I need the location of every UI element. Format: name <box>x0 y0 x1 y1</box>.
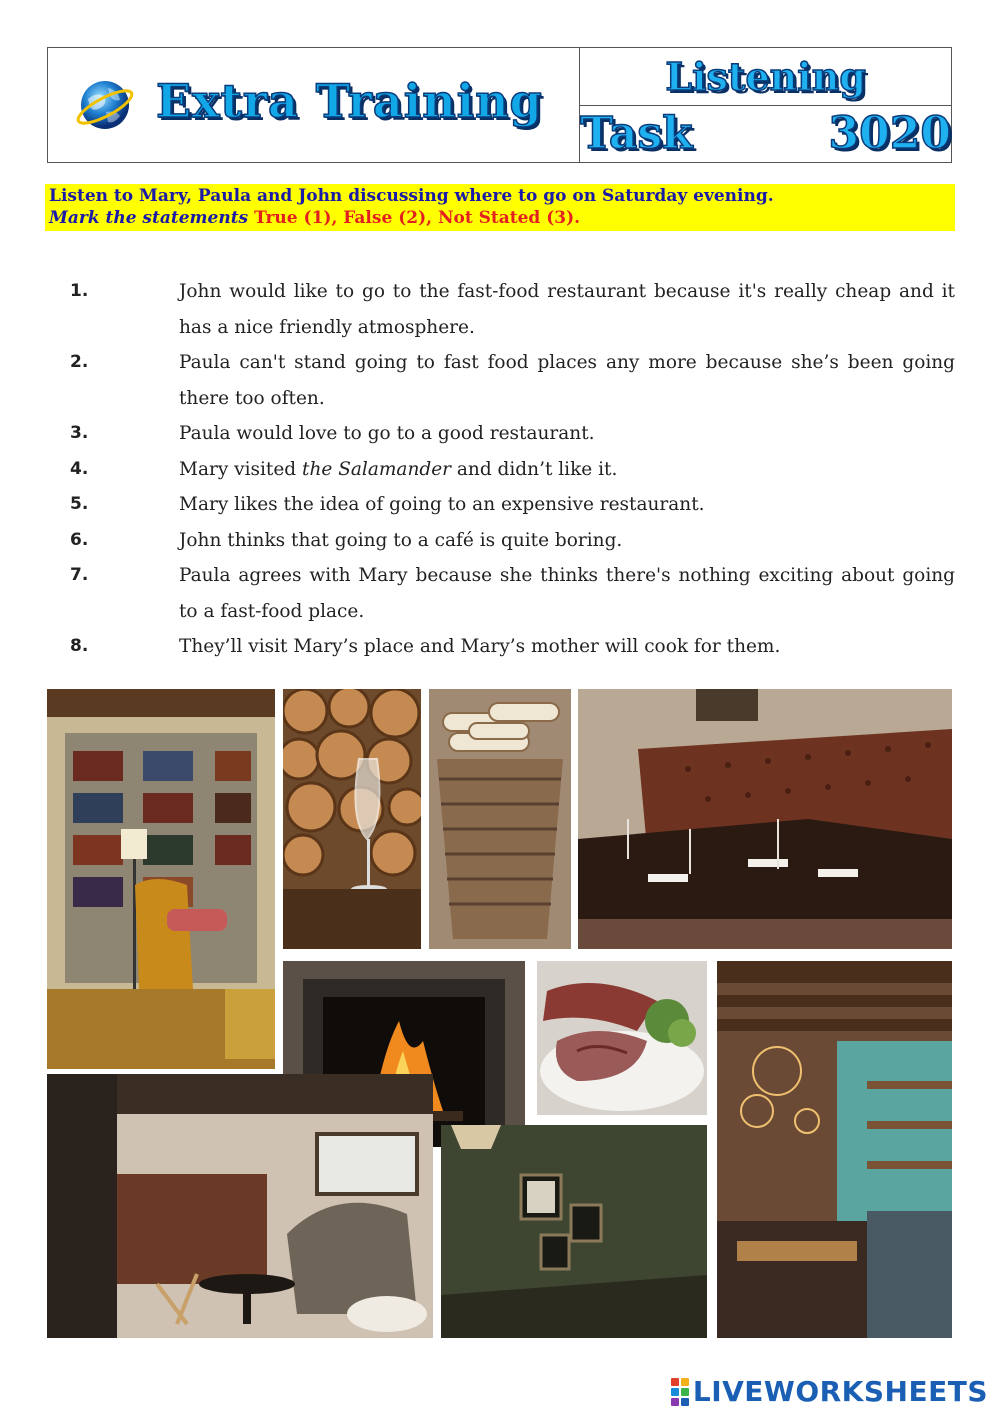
header-logo-cell <box>48 48 580 162</box>
statement-item <box>70 345 955 416</box>
answer-key-legend: True (1), False (2), Not Stated (3). <box>254 208 581 228</box>
cafe-interior-photo <box>717 961 952 1338</box>
leather-booth-photo <box>578 689 952 949</box>
statement-number: 8. <box>70 636 89 656</box>
restaurant-photo-collage <box>47 689 952 1338</box>
library-photo <box>47 689 275 1069</box>
statement-number: 4. <box>70 458 89 479</box>
statement-item <box>70 274 955 345</box>
globe-icon <box>74 74 136 136</box>
listening-label: Listening <box>665 53 866 99</box>
listening-cell <box>580 48 951 106</box>
instructions-lead: Mark the statements <box>49 208 249 228</box>
statement-item <box>70 629 955 665</box>
statement-number: 5. <box>70 494 89 514</box>
statement-text: Paula can't stand going to fast food places any more because she’s been going there too often. <box>179 352 955 409</box>
statement-text: Mary likes the idea of going to an expensive restaurant. <box>179 494 705 515</box>
cottage-sitting-room-photo <box>47 1074 433 1338</box>
liveworksheets-brand <box>671 1375 988 1408</box>
statement-number: 2. <box>70 352 89 372</box>
statement-text: Paula would love to go to a good restaurant. <box>179 423 595 444</box>
meat-dish-photo <box>537 961 707 1115</box>
instructions-line-2 <box>49 207 951 229</box>
wicker-basket-photo <box>429 689 571 949</box>
statement-text: Paula agrees with Mary because she thinks there's nothing exciting about going to a fast-food place. <box>179 565 955 622</box>
task-number-cell <box>580 106 951 163</box>
instructions-line-1: Listen to Mary, Paula and John discussing where to go on Saturday evening. <box>49 186 774 206</box>
logo-title: Extra Training <box>156 74 543 128</box>
statement-text <box>179 452 955 488</box>
statement-text: John would like to go to the fast-food restaurant because it's really cheap and it has a nice friendly atmosphere. <box>179 281 955 338</box>
statement-number: 3. <box>70 423 89 443</box>
liveworksheets-logo-icon <box>671 1378 689 1406</box>
statement-number: 7. <box>70 565 89 585</box>
statement-item <box>70 558 955 629</box>
statement-item <box>70 452 955 488</box>
header-task-cell <box>580 48 951 162</box>
task-number-label: Task 3020 <box>580 108 951 160</box>
statement-item <box>70 523 955 559</box>
gallery-corridor-photo <box>441 1125 707 1338</box>
statement-number: 1. <box>70 281 89 301</box>
statement-item <box>70 416 955 452</box>
statement-number: 6. <box>70 529 89 550</box>
statement-text-pre: Mary visited <box>179 458 303 480</box>
logs-wine-glass-photo <box>283 689 421 949</box>
worksheet-header <box>47 47 952 163</box>
brand-name: LIVEWORKSHEETS <box>692 1375 988 1408</box>
statement-item <box>70 487 955 523</box>
statement-text: John thinks that going to a café is quite boring. <box>179 529 623 551</box>
instructions-box <box>45 184 955 231</box>
statement-list <box>70 274 955 665</box>
statement-text: They’ll visit Mary’s place and Mary’s mother will cook for them. <box>179 636 781 657</box>
statement-text-post: and didn’t like it. <box>451 458 618 480</box>
restaurant-name: the Salamander <box>302 458 451 480</box>
